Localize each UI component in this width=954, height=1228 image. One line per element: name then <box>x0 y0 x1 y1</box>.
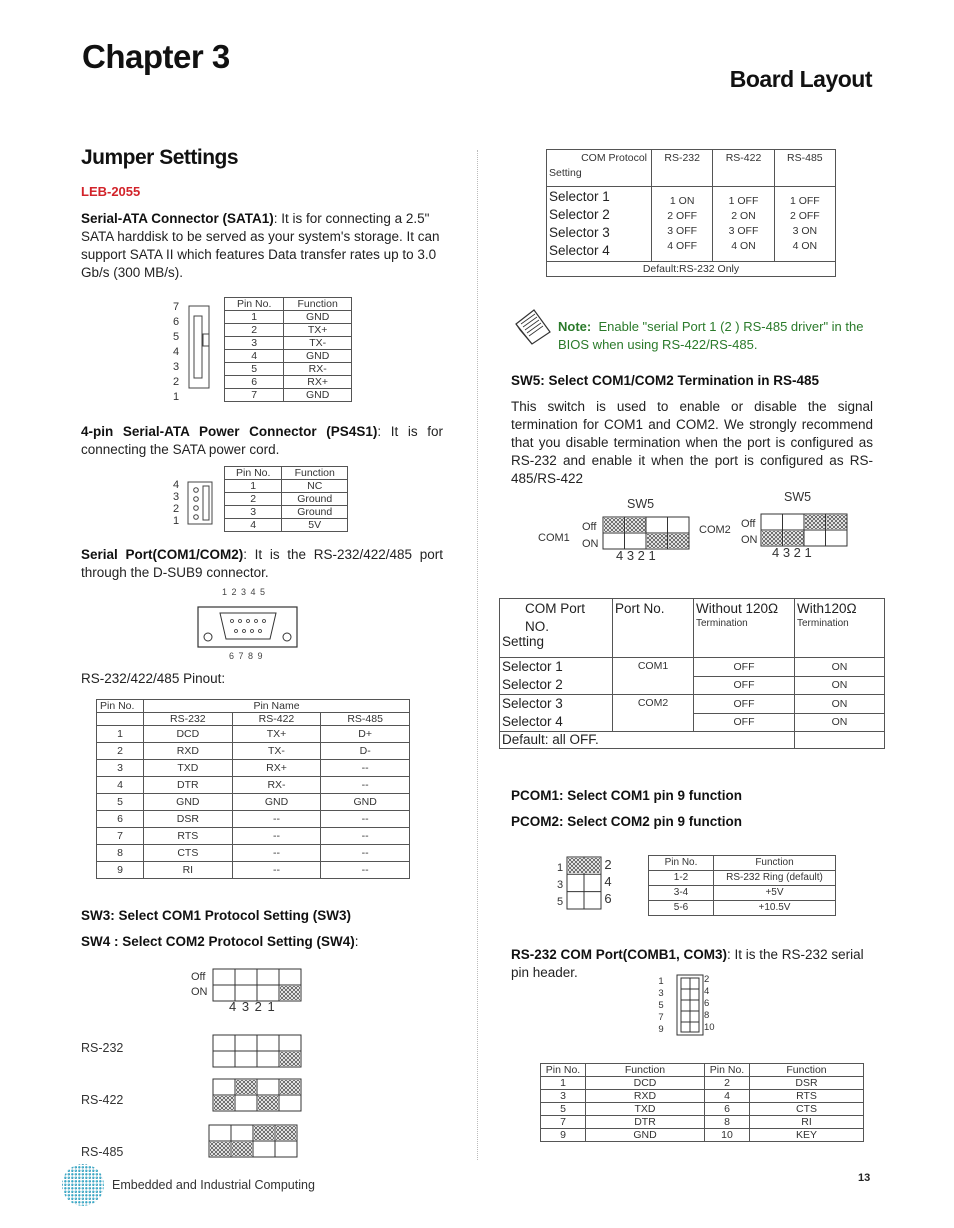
serial-body: : It is the RS-232/422/485 port through the D-SUB9 connector. <box>81 547 444 580</box>
table-row: 6 RX+ <box>225 376 352 389</box>
company-logo-icon <box>60 1162 106 1208</box>
sata-title: Serial-ATA Connector (SATA1) <box>81 211 274 226</box>
table-row: 5 RX- <box>225 363 352 376</box>
comb-pin-table: Pin No. Function Pin No. Function 1 DCD 2 DSR 3 RXD 4 RTS 5 TXD 6 CTS 7 DTR 8 RI 9 GND 10 KEY <box>540 1063 864 1142</box>
sw5-com1-diagram <box>602 516 692 552</box>
table-row: OFF ON <box>500 713 885 732</box>
comb-header-diagram <box>676 974 706 1038</box>
table-row: 6 DSR -- -- <box>97 811 410 828</box>
serial-description <box>81 546 443 582</box>
footer-text: Embedded and Industrial Computing <box>112 1178 315 1192</box>
sw5-com1-numbers: 4 3 2 1 <box>616 548 656 563</box>
sw5-heading: SW5: Select COM1/COM2 Termination in RS-485 <box>511 373 820 388</box>
serial-pinout-table: Pin No. Pin Name RS-232 RS-422 RS-485 1 DCD TX+ D+ 2 RXD TX- D- 3 TXD RX+ -- 4 DTR RX- -- 5 GND GND GND 6 DSR -- -- 7 RTS -- -- 8 CTS -- -- 9 RI -- -- <box>96 699 410 879</box>
termination-table: COM Port NO. Setting Port No. Without 120Ω Termination With120Ω Termination Selector 1 Selector 2 COM1 OFF ON OFF ON Selector 3 Selector 4 COM2 OFF ON OFF ON Default: all OFF. <box>499 598 885 749</box>
sw3-heading: SW3: Select COM1 Protocol Setting (SW3) <box>81 908 352 923</box>
table-row: 7 GND <box>225 389 352 402</box>
pcom-right-pins: 2 4 6 <box>604 857 612 906</box>
sata-pin-numbers: 7 6 5 4 3 2 1 <box>172 301 180 403</box>
switch-on-label: ON <box>191 986 208 998</box>
comb-left-pins: 1 3 5 7 9 <box>658 976 664 1035</box>
termination-corner-cell: COM Port NO. Setting <box>500 599 613 658</box>
sw4-heading: SW4 : Select COM2 Protocol Setting (SW4): <box>81 934 359 949</box>
table-row: 9 GND 10 KEY <box>541 1129 864 1142</box>
table-row: 3 RXD 4 RTS <box>541 1090 864 1103</box>
sata-body: : It is for connecting a 2.5" SATA harddisk to be served as your system's storage. It can support SATA II which features Data transfer rates up to 3.0 Gb/s (300 MB/s). <box>81 211 440 280</box>
table-row: 1 DCD TX+ D+ <box>97 726 410 743</box>
sw5-com2-title: SW5 <box>784 490 812 504</box>
table-row: 7 DTR 8 RI <box>541 1116 864 1129</box>
power-body: : It is for connecting the SATA power cord. <box>81 424 444 457</box>
model-label: LEB-2055 <box>81 184 141 199</box>
table-row: 2 RXD TX- D- <box>97 743 410 760</box>
pcom-left-pins: 1 3 5 <box>556 862 564 908</box>
table-row: 9 RI -- -- <box>97 862 410 879</box>
note-label: Note: <box>558 319 592 334</box>
serial-title: Serial Port(COM1/COM2) <box>81 547 244 562</box>
table-row: 5 GND GND GND <box>97 794 410 811</box>
column-divider <box>477 150 478 1160</box>
pcom-jumper-diagram <box>566 856 604 912</box>
table-row: 3 TXD RX+ -- <box>97 760 410 777</box>
sw5-com2-label: COM2 <box>699 524 731 536</box>
power-pin-numbers: 4 3 2 1 <box>172 479 180 527</box>
switch-off-label: Off <box>191 971 206 983</box>
table-row: 4 DTR RX- -- <box>97 777 410 794</box>
sw5-com2-off: Off <box>741 518 756 530</box>
pcom2-heading: PCOM2: Select COM2 pin 9 function <box>511 814 743 829</box>
sw5-com1-on: ON <box>582 538 599 550</box>
table-row: 8 CTS -- -- <box>97 845 410 862</box>
note-icon <box>512 306 554 348</box>
table-row: 3-4 +5V <box>649 886 836 901</box>
table-row: 1-2 RS-232 Ring (default) <box>649 871 836 886</box>
chapter-title: Chapter 3 <box>82 38 230 75</box>
sata-description <box>81 210 443 282</box>
sw5-com2-on: ON <box>741 534 758 546</box>
table-row: Selector 3 Selector 4 COM2 OFF ON <box>500 695 885 714</box>
table-row: 2 Ground <box>225 493 348 506</box>
sata-connector-diagram <box>187 304 213 390</box>
power-title: 4-pin Serial-ATA Power Connector (PS4S1) <box>81 424 378 439</box>
note-text: Note: Enable "serial Port 1 (2 ) RS-485 driver" in the BIOS when using RS-422/RS-485. <box>558 319 864 352</box>
switch-numbers: 4 3 2 1 <box>229 999 276 1014</box>
db9-connector-diagram <box>196 605 300 649</box>
comb-title: RS-232 COM Port(COMB1, COM3) <box>511 947 728 962</box>
sw5-com1-title: SW5 <box>627 497 655 511</box>
table-row: 5 TXD 6 CTS <box>541 1103 864 1116</box>
mode-rs422-label: RS-422 <box>81 1093 124 1107</box>
section-title: Board Layout <box>729 66 872 92</box>
pcom-table: Pin No. Function 1-2 RS-232 Ring (default) 3-4 +5V 5-6 +10.5V <box>648 855 836 916</box>
comb-body: : It is the RS-232 serial pin header. <box>511 947 864 980</box>
protocol-corner-cell: COM Protocol Setting <box>547 150 652 187</box>
power-description <box>81 423 443 459</box>
db9-bottom-pin-labels: 6 7 8 9 <box>229 651 264 661</box>
sw5-com1-label: COM1 <box>538 532 570 544</box>
mode-rs485-label: RS-485 <box>81 1145 124 1159</box>
power-connector-diagram <box>186 480 216 526</box>
table-row: 1 GND <box>225 311 352 324</box>
switch-rs232-diagram <box>212 1034 304 1070</box>
power-pin-table: Pin No. Function 1 NC 2 Ground 3 Ground 4 5V <box>224 466 348 532</box>
table-row: 1 DCD 2 DSR <box>541 1077 864 1090</box>
sata-pin-table: Pin No. Function 1 GND 2 TX+ 3 TX- 4 GND 5 RX- 6 RX+ 7 GND <box>224 297 352 402</box>
switch-rs485-diagram <box>208 1124 302 1160</box>
table-row: 4 GND <box>225 350 352 363</box>
table-row: 2 TX+ <box>225 324 352 337</box>
table-row: OFF ON <box>500 676 885 695</box>
db9-top-pin-labels: 1 2 3 4 5 <box>222 587 267 597</box>
table-row: 7 RTS -- -- <box>97 828 410 845</box>
pinout-label: RS-232/422/485 Pinout: <box>81 671 226 686</box>
sw5-com2-diagram <box>760 513 850 549</box>
table-row: 3 Ground <box>225 506 348 519</box>
mode-rs232-label: RS-232 <box>81 1041 124 1055</box>
pcom1-heading: PCOM1: Select COM1 pin 9 function <box>511 788 743 803</box>
protocol-setting-table: COM Protocol Setting RS-232 RS-422 RS-485 Selector 1 Selector 2 Selector 3 Selector 4 1 ON 2 OFF 3 OFF 4 OFF 1 OFF 2 ON 3 OFF 4 ON 1 OFF 2 OFF 3 ON 4 ON Default:RS-232 Only <box>546 149 836 277</box>
sw5-description: This switch is used to enable or disable the signal termination for COM1 and COM2. We strongly recommend that you disable termination when the port is configured as RS-232 and enable it when the port is configured as RS-485/RS-422 <box>511 399 873 486</box>
sw5-com2-numbers: 4 3 2 1 <box>772 545 812 560</box>
page-number: 13 <box>858 1172 871 1184</box>
table-row: 4 5V <box>225 519 348 532</box>
switch-rs422-diagram <box>212 1078 304 1114</box>
table-row: 1 NC <box>225 480 348 493</box>
jumper-settings-heading: Jumper Settings <box>81 146 239 169</box>
table-row: Selector 1 Selector 2 COM1 OFF ON <box>500 658 885 677</box>
sw5-com1-off: Off <box>582 521 597 533</box>
comb-right-pins: 2 4 6 8 10 <box>704 974 715 1033</box>
table-row: Selector 1 Selector 2 Selector 3 Selector 4 1 ON 2 OFF 3 OFF 4 OFF 1 OFF 2 ON 3 OFF 4 ON 1 OFF 2 OFF 3 ON 4 ON <box>547 187 836 262</box>
table-row: 5-6 +10.5V <box>649 901 836 916</box>
table-row: 3 TX- <box>225 337 352 350</box>
